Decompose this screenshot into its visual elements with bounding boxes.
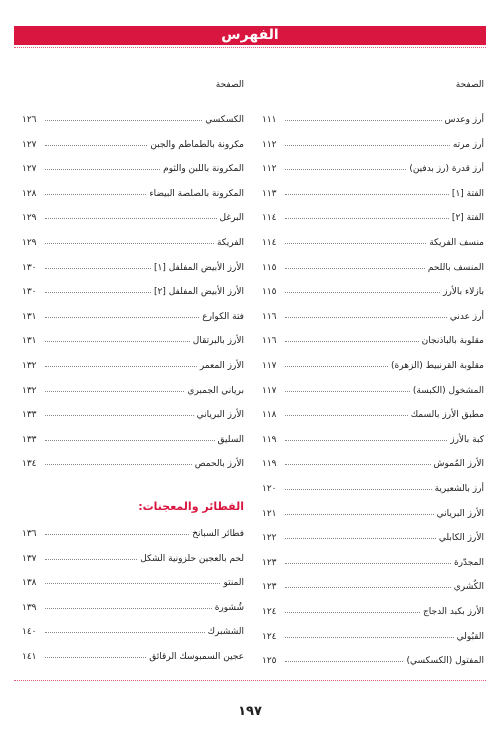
toc-entry-page: ١٣٤: [22, 459, 37, 470]
toc-entry-page: ١٢٩: [22, 213, 37, 224]
toc-entry-page: ١٢٧: [22, 164, 37, 175]
toc-entry-title: القبُولي: [456, 631, 484, 642]
toc-entry: [22, 232, 244, 248]
toc-entry-page: ١١٩: [262, 459, 277, 470]
toc-entry-page: ١٢٣: [262, 582, 277, 593]
bottom-divider: [14, 680, 486, 681]
toc-entry-page: ١٢٥: [262, 656, 277, 667]
toc-entry-title: أرز قدرة (رز بدفين): [409, 164, 484, 175]
dot-leader: [285, 538, 436, 539]
toc-entry-title: أرز مرته: [452, 139, 484, 150]
dot-leader: [285, 268, 425, 269]
toc-entry-title: السليق: [217, 434, 244, 445]
toc-entry: [262, 527, 484, 543]
dot-leader: [285, 145, 450, 146]
toc-entry: [262, 158, 484, 174]
toc-entry-page: ١١٣: [262, 188, 277, 199]
dot-leader: [45, 317, 199, 318]
toc-entry: [262, 601, 484, 617]
toc-entry-title: المكرونة بالصلصة البيضاء: [149, 188, 244, 199]
toc-entry-page: ١٣٨: [22, 578, 37, 589]
toc-entry-title: كبة بالأرز: [450, 434, 484, 445]
toc-entry-title: الأرز الأبيض المفلفل [٢]: [153, 287, 244, 298]
toc-entry-title: الكُشري: [453, 582, 484, 593]
toc-entry-title: الفريكة: [216, 238, 244, 248]
toc-entry: [262, 134, 484, 150]
toc-entry: [22, 646, 244, 662]
dot-leader: [285, 292, 440, 293]
toc-entry: [262, 626, 484, 642]
toc-entry: [262, 453, 484, 469]
toc-entry-page: ١٢٣: [262, 557, 277, 568]
dot-leader: [45, 608, 212, 609]
dot-leader: [45, 559, 137, 560]
dot-leader: [45, 440, 215, 441]
toc-entry-title: شُشورة: [214, 602, 244, 613]
toc-entry: [262, 257, 484, 273]
toc-entry-title: أرز بالشعيرية: [434, 484, 484, 494]
toc-entry: [22, 109, 244, 125]
toc-entry-page: ١٣١: [22, 311, 37, 322]
toc-entry: [22, 453, 244, 469]
dot-leader: [285, 612, 420, 613]
toc-entry: [22, 621, 244, 637]
toc-entry: [22, 134, 244, 150]
dot-leader: [285, 563, 451, 564]
toc-entry: [262, 478, 484, 494]
dot-leader: [285, 440, 447, 441]
toc-entry-page: ١٣٩: [22, 602, 37, 613]
toc-entry-page: ١١٥: [262, 287, 277, 298]
toc-entry: [22, 597, 244, 613]
toc-entry-page: ١٢٢: [262, 533, 277, 544]
toc-entry-title: فتة الكوارع: [202, 311, 244, 322]
dot-leader: [45, 169, 160, 170]
toc-entry: [262, 330, 484, 346]
dot-leader: [285, 317, 447, 318]
toc-entry-title: عجين السمبوسك الرقائق: [149, 652, 244, 662]
toc-entry-title: المنسف باللحم: [427, 262, 484, 273]
toc-entry: [262, 306, 484, 322]
toc-entry-title: المشخول (الكبسة): [412, 385, 484, 396]
toc-entry-page: ١٣٠: [22, 262, 37, 273]
toc-entry-title: الأرز بالبرتقال: [192, 336, 244, 347]
toc-entry-page: ١١٦: [262, 311, 277, 322]
toc-entry: [262, 650, 484, 666]
dot-leader: [45, 268, 151, 269]
toc-entry: [262, 207, 484, 223]
toc-entry-page: ١٣١: [22, 336, 37, 347]
toc-entry: [22, 380, 244, 396]
dot-leader: [45, 243, 214, 244]
toc-entry-page: ١١٢: [262, 139, 277, 150]
toc-entry-title: الأرز الأبيض المفلفل [١]: [153, 262, 244, 273]
toc-entry-page: ١١٦: [262, 336, 277, 347]
dot-leader: [285, 661, 403, 662]
toc-entry-page: ١٢٤: [262, 631, 277, 642]
toc-left-column: [22, 78, 244, 662]
toc-entry-page: ١١٥: [262, 262, 277, 273]
toc-entry: [22, 330, 244, 346]
toc-entry-title: المفتول (الكسكسي): [406, 656, 484, 667]
toc-entry-title: الأرز بالحمص: [194, 459, 244, 470]
dot-leader: [45, 292, 151, 293]
toc-entry: [22, 257, 244, 273]
dot-leader: [285, 120, 442, 121]
toc-entry-title: البرغل: [219, 213, 244, 224]
toc-entry: [262, 281, 484, 297]
page-number: ١٩٧: [238, 704, 262, 719]
toc-entry-title: الكسكسي: [205, 115, 244, 125]
toc-entry-page: ١٢٠: [262, 484, 277, 494]
toc-entry-title: فطائر السبانخ: [192, 529, 244, 539]
section-heading: الفطائر والمعجنات:: [138, 500, 244, 513]
dot-leader: [45, 415, 194, 416]
toc-entry-page: ١٣٠: [22, 287, 37, 298]
toc-entry-title: الفتة [٢]: [451, 213, 484, 224]
toc-entry-page: ١٣٢: [22, 385, 37, 396]
dot-leader: [285, 194, 449, 195]
toc-entry-title: منسف الفريكة: [429, 238, 484, 248]
top-divider: [14, 47, 486, 48]
dot-leader: [285, 637, 454, 638]
dot-leader: [45, 657, 146, 658]
toc-entry-title: أرز وعدس: [444, 115, 484, 125]
toc-entry-page: ١١٤: [262, 213, 277, 224]
toc-entry-page: ١٢٦: [22, 115, 37, 125]
toc-entry-title: الششبرك: [207, 627, 244, 638]
toc-entry: [262, 552, 484, 568]
toc-entry-page: ١١٨: [262, 410, 277, 421]
toc-entry-page: ١٣٧: [22, 553, 37, 564]
toc-entry-title: مطبق الأرز بالسمك: [410, 410, 484, 421]
toc-entry: [22, 523, 244, 539]
toc-entry-page: ١٣٣: [22, 410, 37, 421]
toc-entry-title: الأرز بكبد الدجاج: [422, 607, 484, 617]
toc-entry: [262, 109, 484, 125]
toc-entry: [262, 503, 484, 519]
toc-entry-page: ١٤١: [22, 652, 37, 662]
toc-entry: [262, 380, 484, 396]
toc-entry-title: مقلوبة القرنبيط (الزهرة): [391, 361, 484, 371]
toc-entry-page: ١١٧: [262, 361, 277, 371]
toc-entry-page: ١١٤: [262, 238, 277, 248]
toc-entry: [262, 355, 484, 371]
column-header-page: الصفحة: [455, 80, 484, 90]
toc-entry: [22, 429, 244, 445]
toc-entry: [22, 355, 244, 371]
toc-entry-page: ١١٧: [262, 385, 277, 396]
toc-entry-title: بازلاء بالأرز: [443, 287, 484, 298]
toc-entry-page: ١٢٨: [22, 188, 37, 199]
toc-entry: [22, 548, 244, 564]
toc-entry-page: ١١٩: [262, 434, 277, 445]
dot-leader: [45, 366, 197, 367]
dot-leader: [45, 218, 217, 219]
dot-leader: [45, 464, 192, 465]
toc-entry-title: مكرونة بالطماطم والجبن: [150, 139, 244, 150]
toc-entry: [22, 183, 244, 199]
toc-entry-title: لحم بالعجين حلزونية الشكل: [140, 553, 244, 564]
toc-entry: [262, 576, 484, 592]
dot-leader: [45, 632, 205, 633]
toc-entry-title: الفتة [١]: [451, 188, 484, 199]
dot-leader: [45, 583, 220, 584]
dot-leader: [45, 145, 147, 146]
toc-entry-page: ١٣٦: [22, 529, 37, 539]
dot-leader: [285, 415, 408, 416]
dot-leader: [285, 366, 388, 367]
toc-entry-title: الأرز الكابلي: [438, 533, 484, 544]
toc-entry-page: ١١٢: [262, 164, 277, 175]
dot-leader: [285, 489, 432, 490]
dot-leader: [285, 464, 431, 465]
toc-entry-title: الأرز المُموش: [433, 459, 484, 470]
toc-entry-page: ١٢٤: [262, 607, 277, 617]
toc-entry-page: ١٣٣: [22, 434, 37, 445]
toc-entry-title: الأرز المعمر: [199, 361, 244, 371]
toc-entry: [22, 572, 244, 588]
dot-leader: [285, 391, 410, 392]
toc-entry-page: ١٢١: [262, 508, 277, 519]
dot-leader: [285, 169, 406, 170]
toc-entry: [22, 404, 244, 420]
toc-entry: [262, 429, 484, 445]
toc-entry-title: الأرز البرياني: [196, 410, 244, 421]
toc-entry: [22, 306, 244, 322]
toc-entry-title: مقلوبة بالباذنجان: [421, 336, 484, 347]
toc-entry-page: ١١١: [262, 115, 277, 125]
toc-entry-title: أرز عدني: [449, 311, 484, 322]
dot-leader: [285, 341, 419, 342]
toc-entry-page: ١٣٢: [22, 361, 37, 371]
toc-entry-page: ١٢٧: [22, 139, 37, 150]
toc-entry-title: المجدّرة: [453, 557, 484, 568]
toc-entry: [22, 158, 244, 174]
toc-entry-page: ١٢٩: [22, 238, 37, 248]
dot-leader: [45, 391, 184, 392]
toc-entry: [22, 207, 244, 223]
page-title: الفهرس: [14, 26, 486, 45]
toc-entry-title: برياني الجمبري: [187, 385, 244, 396]
toc-entry: [262, 404, 484, 420]
dot-leader: [45, 341, 190, 342]
toc-entry-page: ١٤٠: [22, 627, 37, 638]
dot-leader: [285, 243, 426, 244]
dot-leader: [45, 534, 189, 535]
column-header-page: الصفحة: [215, 80, 244, 90]
dot-leader: [285, 587, 451, 588]
toc-entry: [262, 183, 484, 199]
toc-entry-title: المكرونة باللبن والثوم: [163, 164, 244, 175]
dot-leader: [45, 120, 202, 121]
toc-entry: [22, 281, 244, 297]
toc-entry-title: المنتو: [223, 578, 244, 589]
toc-right-column: [262, 78, 484, 667]
dot-leader: [285, 218, 449, 219]
dot-leader: [285, 514, 434, 515]
dot-leader: [45, 194, 146, 195]
toc-entry-title: الأرز البرياني: [436, 508, 484, 519]
toc-entry: [262, 232, 484, 248]
